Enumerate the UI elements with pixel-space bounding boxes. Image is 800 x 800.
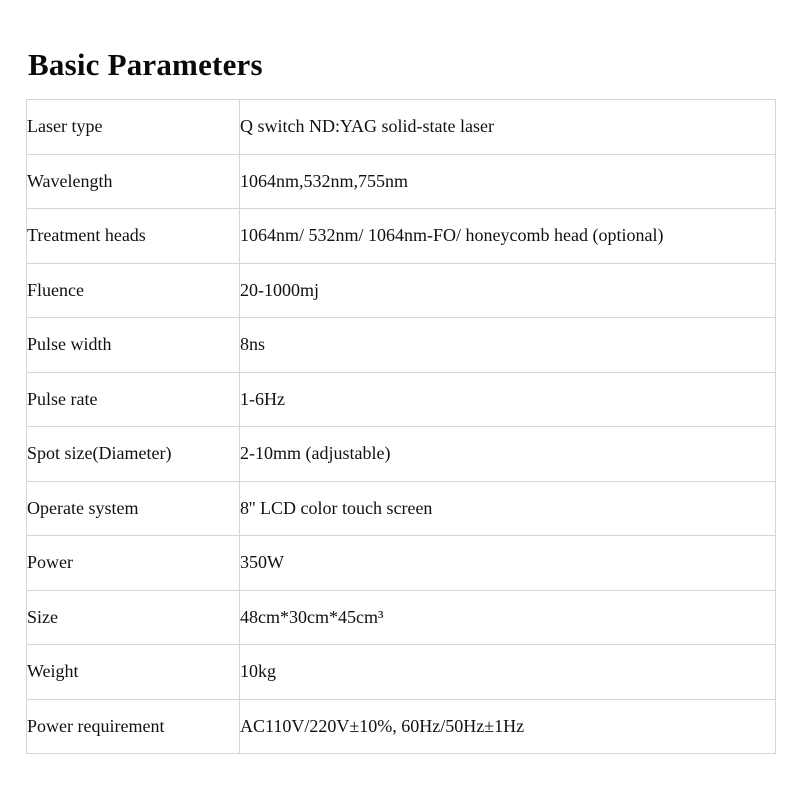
- parameter-label-cell: Wavelength: [27, 154, 240, 209]
- parameter-value-cell: AC110V/220V±10%, 60Hz/50Hz±1Hz: [240, 699, 776, 754]
- parameter-label-cell: Pulse rate: [27, 372, 240, 427]
- parameter-label-cell: Size: [27, 590, 240, 645]
- parameter-label-cell: Power requirement: [27, 699, 240, 754]
- parameter-label-cell: Laser type: [27, 100, 240, 155]
- parameter-label-cell: Power: [27, 536, 240, 591]
- parameter-value-cell: 1064nm,532nm,755nm: [240, 154, 776, 209]
- parameter-value-cell: 1064nm/ 532nm/ 1064nm-FO/ honeycomb head (optional): [240, 209, 776, 264]
- parameter-label-cell: Fluence: [27, 263, 240, 318]
- table-row: [27, 481, 776, 536]
- table-body: [27, 100, 776, 754]
- parameter-value-cell: 10kg: [240, 645, 776, 700]
- parameter-value-cell: Q switch ND:YAG solid-state laser: [240, 100, 776, 155]
- specifications-table: [26, 99, 776, 754]
- parameter-label-cell: Weight: [27, 645, 240, 700]
- parameter-value-cell: 8ns: [240, 318, 776, 373]
- table-row: [27, 209, 776, 264]
- parameter-value-cell: 8'' LCD color touch screen: [240, 481, 776, 536]
- parameter-value-cell: 20-1000mj: [240, 263, 776, 318]
- parameter-value-cell: 350W: [240, 536, 776, 591]
- table-row: [27, 318, 776, 373]
- table-row: [27, 427, 776, 482]
- table-row: [27, 100, 776, 155]
- parameter-value-cell: 48cm*30cm*45cm³: [240, 590, 776, 645]
- parameter-label-cell: Treatment heads: [27, 209, 240, 264]
- parameter-label-cell: Pulse width: [27, 318, 240, 373]
- table-row: [27, 263, 776, 318]
- parameter-value-cell: 2-10mm (adjustable): [240, 427, 776, 482]
- table-row: [27, 590, 776, 645]
- table-row: [27, 536, 776, 591]
- table-row: [27, 154, 776, 209]
- table-row: [27, 372, 776, 427]
- parameter-label-cell: Operate system: [27, 481, 240, 536]
- parameter-value-cell: 1-6Hz: [240, 372, 776, 427]
- table-row: [27, 699, 776, 754]
- parameter-label-cell: Spot size(Diameter): [27, 427, 240, 482]
- page-title: Basic Parameters: [28, 47, 263, 82]
- table-row: [27, 645, 776, 700]
